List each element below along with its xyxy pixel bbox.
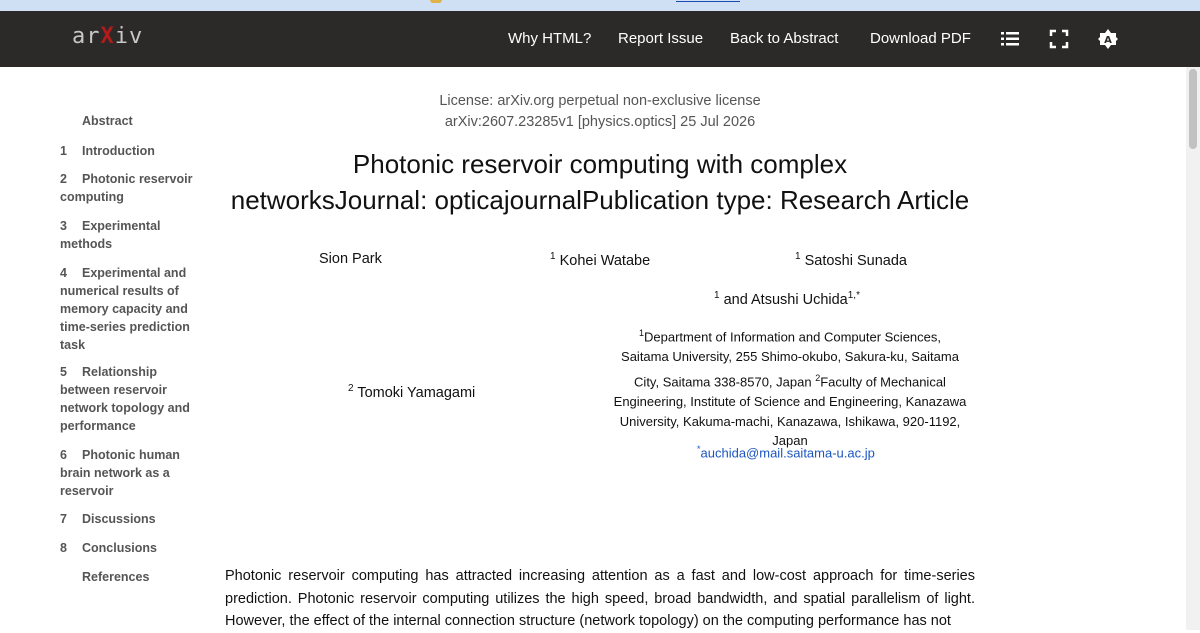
toc-item-results[interactable]: 4 Experimental and numerical results of memory capacity and time-series prediction task [60,266,190,352]
why-html-link[interactable]: Why HTML? [508,30,592,47]
back-to-abstract-link[interactable]: Back to Abstract [730,30,839,47]
download-pdf-link[interactable]: Download PDF [870,30,971,47]
toc-item-discussions[interactable]: 7 Discussions [60,512,156,526]
toc-item-brain-network[interactable]: 6 Photonic human brain network as a reservoir [60,448,180,498]
arxiv-id: arXiv:2607.23285v1 [physics.optics] 25 Jul 2026 [444,114,756,130]
toc-item-conclusions[interactable]: 8 Conclusions [60,541,158,555]
toc-item-photonic-reservoir[interactable]: 2 Photonic reservoir computing [60,172,193,204]
license-info [225,91,975,133]
banner-link[interactable] [676,1,740,2]
fullscreen-icon[interactable] [1048,28,1070,50]
svg-text:A: A [1104,35,1112,46]
theme-icon[interactable] [1097,28,1119,50]
affiliations: $^1$Department of Information and Computer Sciences, Saitama University, 255 Shimo-okubo, Sakura-ku, Saitama City, Saitama 338-8570, Japan $^2$Faculty of Mechanical Engineering, Institute of Science and Engineering, Kanazawa University, Kakuma-machi, Kanazawa, Ishikawa, 920-1192, Japan [613,328,967,449]
arxiv-logo[interactable]: arXiv [72,24,144,49]
author-tomoki-yamagami: $^2$ Tomoki Yamagami [348,383,476,401]
author-sion-park: Sion Park [319,251,382,267]
browser-top-strip [0,0,1200,11]
toc-item-methods[interactable]: 3 Experimental methods [60,219,161,251]
navbar [0,11,1200,67]
toc-item-abstract[interactable]: Abstract [82,114,133,128]
report-issue-link[interactable]: Report Issue [618,30,704,47]
scrollbar[interactable] [1186,67,1200,630]
abstract-text: Photonic reservoir computing has attracted increasing attention as a fast and low-cost approach for time-series prediction. Photonic reservoir computing utilizes the high speed, broad bandwidth, and spatial parallelism of light. However, the effect of the internal connection structure (network topology) on the computing performance has not [225,568,975,629]
toc-item-relationship[interactable]: 5 Relationship between reservoir network topology and performance [60,365,190,433]
list-icon[interactable] [999,28,1021,50]
license-text: License: arXiv.org perpetual non-exclusive license [439,93,761,109]
paper-title: Photonic reservoir computing with complex networksJournal: opticajournalPublication type: Research Article [230,149,970,215]
scrollbar-thumb[interactable] [1189,69,1197,149]
toc-item-introduction[interactable]: 1 Introduction [60,144,155,158]
author-kohei-watabe: $^1$ Kohei Watabe [550,251,651,269]
toc-item-references[interactable]: References [82,570,150,584]
email-link[interactable]: *auchida@mail.saitama-u.ac.jp [697,444,875,461]
author-atsushi-uchida: $^1$ and Atsushi Uchida$^{1,*}$ [714,290,860,308]
extension-icon[interactable] [430,0,442,3]
author-satoshi-sunada: $^1$ Satoshi Sunada [795,251,907,269]
